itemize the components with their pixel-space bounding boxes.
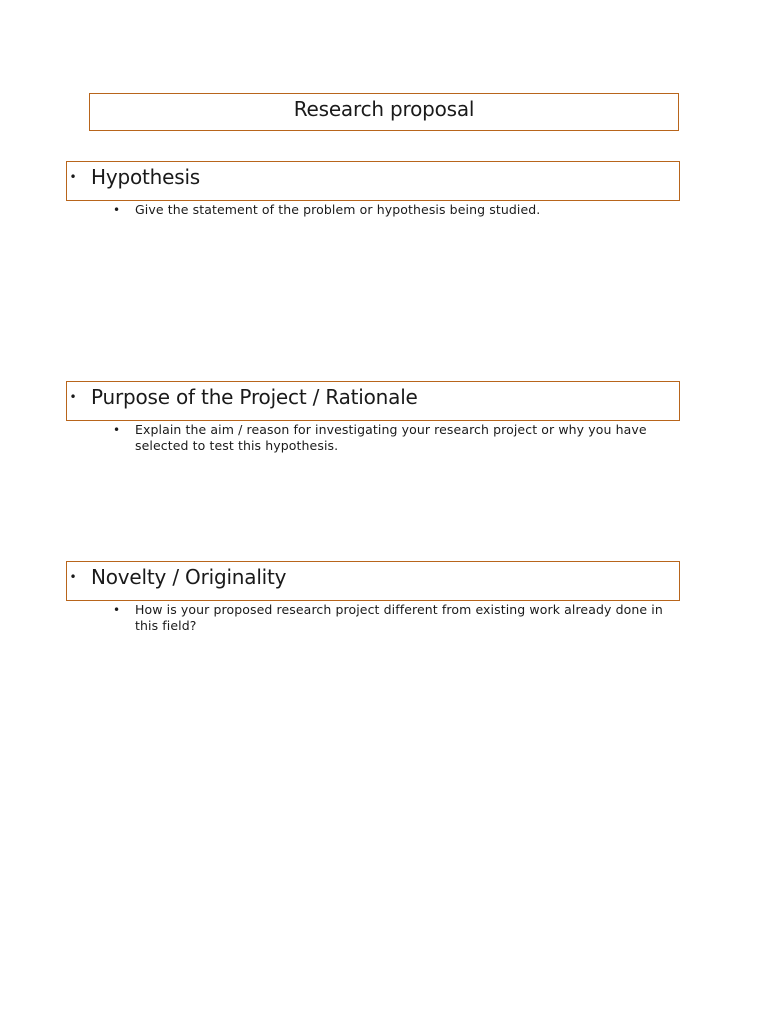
description-text: Explain the aim / reason for investigating your research project or why you have selected to test this hypothesis. [135,422,647,453]
description-text: How is your proposed research project different from existing work already done in this field? [135,602,663,633]
bullet-icon: • [113,423,121,437]
title-box [89,93,679,131]
section-description-hypothesis [113,202,673,218]
section-heading-purpose: Purpose of the Project / Rationale [91,385,418,409]
bullet-icon: • [113,203,121,217]
bullet-icon: • [69,570,77,584]
description-text: Give the statement of the problem or hypothesis being studied. [135,202,541,217]
bullet-icon: • [113,603,121,617]
bullet-icon: • [69,170,77,184]
section-heading-novelty: Novelty / Originality [91,565,287,589]
section-description-novelty [113,602,673,634]
section-heading-box-purpose [66,381,680,421]
section-heading-box-novelty [66,561,680,601]
page-title: Research proposal [293,97,475,121]
bullet-icon: • [69,390,77,404]
section-heading-box-hypothesis [66,161,680,201]
section-heading-hypothesis: Hypothesis [91,165,201,189]
section-description-purpose [113,422,673,454]
